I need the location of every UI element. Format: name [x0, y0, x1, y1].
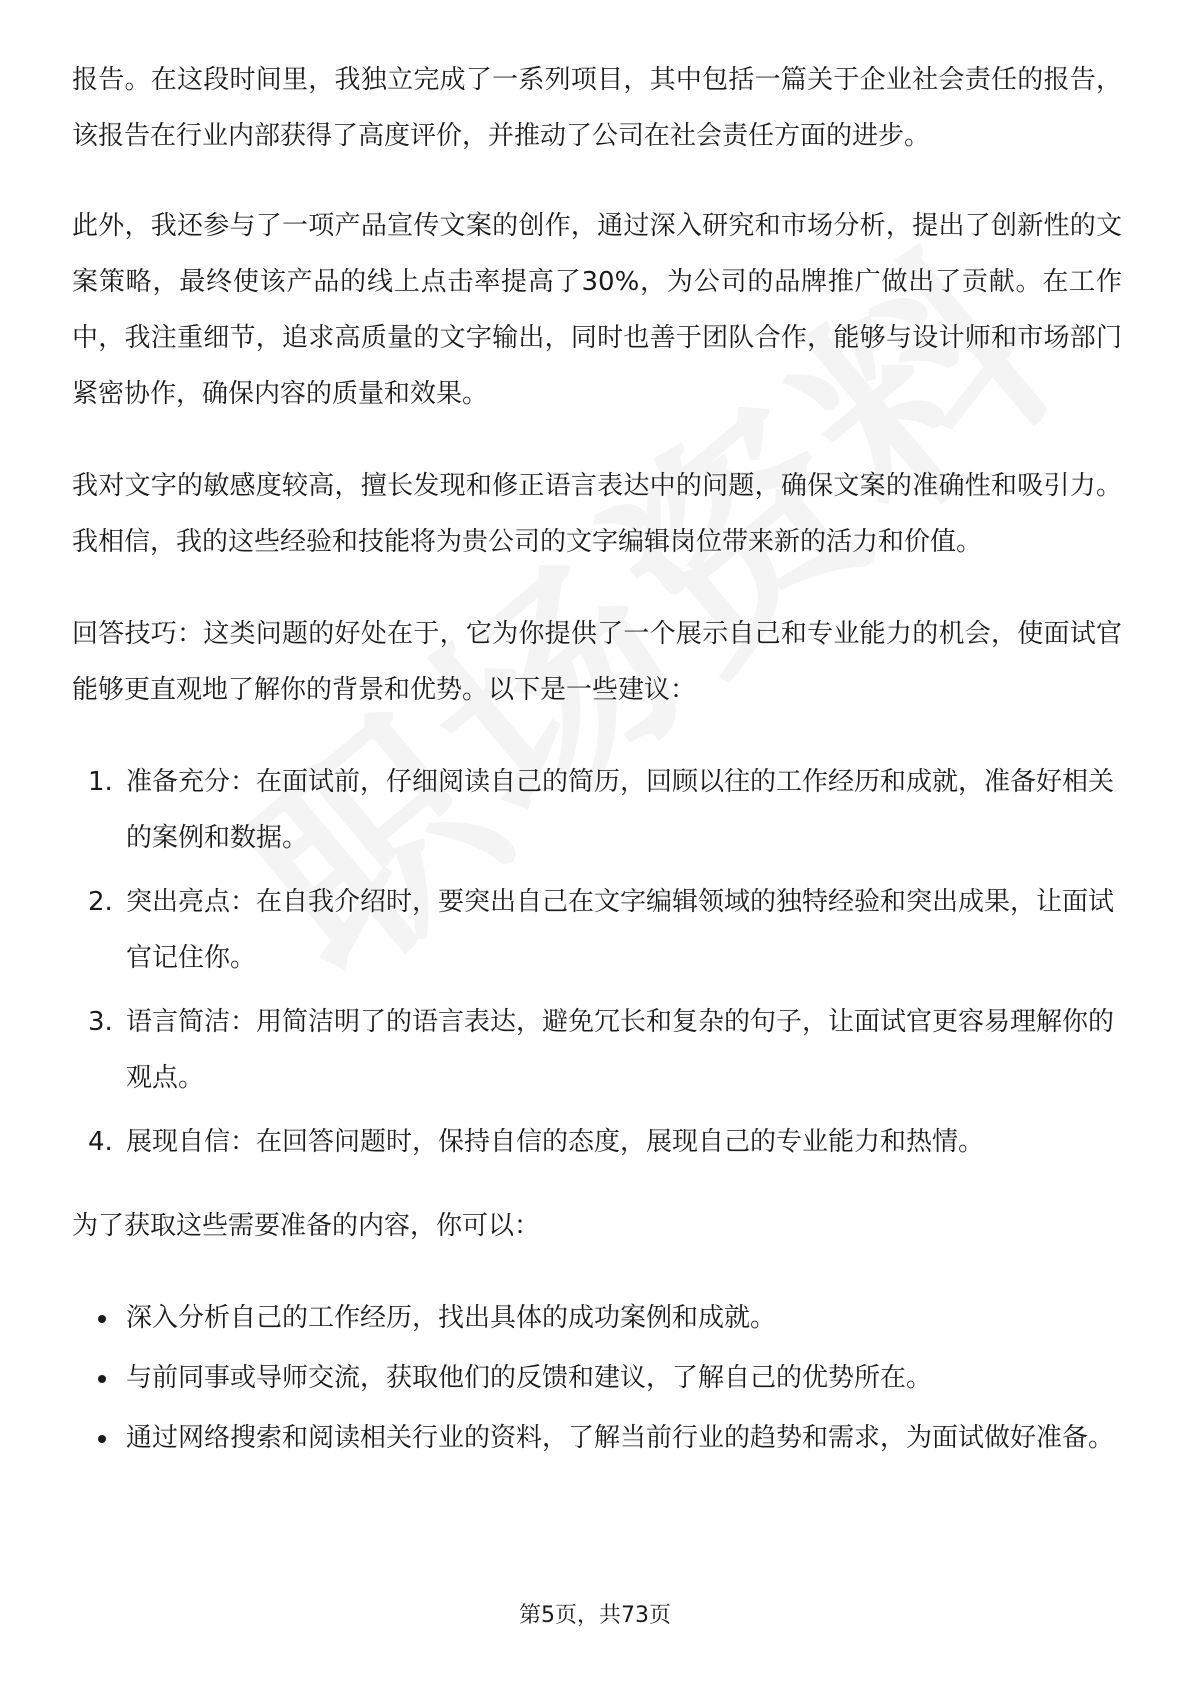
bullet-icon	[98, 1435, 106, 1443]
list-number: 4.	[88, 1127, 113, 1157]
page-footer: 第5页，共73页	[519, 1603, 671, 1628]
list-item	[72, 1290, 1122, 1346]
list-item	[72, 1114, 1122, 1170]
list-item-text: 深入分析自己的工作经历，找出具体的成功案例和成就。	[126, 1303, 777, 1333]
tips-list	[72, 754, 1122, 1170]
paragraph-language-sense: 我对文字的敏感度较高，擅长发现和修正语言表达中的问题，确保文案的准确性和吸引力。我相信，我的这些经验和技能将为贵公司的文字编辑岗位带来新的活力和价值。	[72, 471, 1122, 557]
list-item	[72, 874, 1122, 986]
list-item-text: 准备充分：在面试前，仔细阅读自己的简历，回顾以往的工作经历和成就，准备好相关的案例和数据。	[126, 767, 1115, 853]
list-number: 1.	[88, 767, 113, 797]
list-item	[72, 1410, 1122, 1466]
paragraph-preparation: 为了获取这些需要准备的内容，你可以：	[72, 1211, 541, 1241]
document-body	[72, 52, 1122, 1470]
list-item	[72, 754, 1122, 866]
list-item-text: 展现自信：在回答问题时，保持自信的态度，展现自己的专业能力和热情。	[126, 1127, 985, 1157]
paragraph-report: 报告。在这段时间里，我独立完成了一系列项目，其中包括一篇关于企业社会责任的报告，该报告在行业内部获得了高度评价，并推动了公司在社会责任方面的进步。	[72, 65, 1122, 151]
list-number: 3.	[88, 1007, 113, 1037]
list-item-text: 通过网络搜索和阅读相关行业的资料，了解当前行业的趋势和需求，为面试做好准备。	[126, 1423, 1115, 1453]
list-item-text: 与前同事或导师交流，获取他们的反馈和建议，了解自己的优势所在。	[126, 1363, 933, 1393]
paragraph-copywriting: 此外，我还参与了一项产品宣传文案的创作，通过深入研究和市场分析，提出了创新性的文案策略，最终使该产品的线上点击率提高了30%，为公司的品牌推广做出了贡献。在工作中，我注重细节，追求高质量的文字输出，同时也善于团队合作，能够与设计师和市场部门紧密协作，确保内容的质量和效果。	[72, 211, 1122, 409]
list-item-text: 语言简洁：用简洁明了的语言表达，避免冗长和复杂的句子，让面试官更容易理解你的观点。	[126, 1007, 1115, 1093]
preparation-list	[72, 1290, 1122, 1466]
bullet-icon	[98, 1375, 106, 1383]
list-number: 2.	[88, 887, 113, 917]
paragraph-answer-tips: 回答技巧：这类问题的好处在于，它为你提供了一个展示自己和专业能力的机会，使面试官能够更直观地了解你的背景和优势。以下是一些建议：	[72, 619, 1122, 705]
list-item	[72, 1350, 1122, 1406]
bullet-icon	[98, 1315, 106, 1323]
list-item	[72, 994, 1122, 1106]
list-item-text: 突出亮点：在自我介绍时，要突出自己在文字编辑领域的独特经验和突出成果，让面试官记住你。	[126, 887, 1115, 973]
